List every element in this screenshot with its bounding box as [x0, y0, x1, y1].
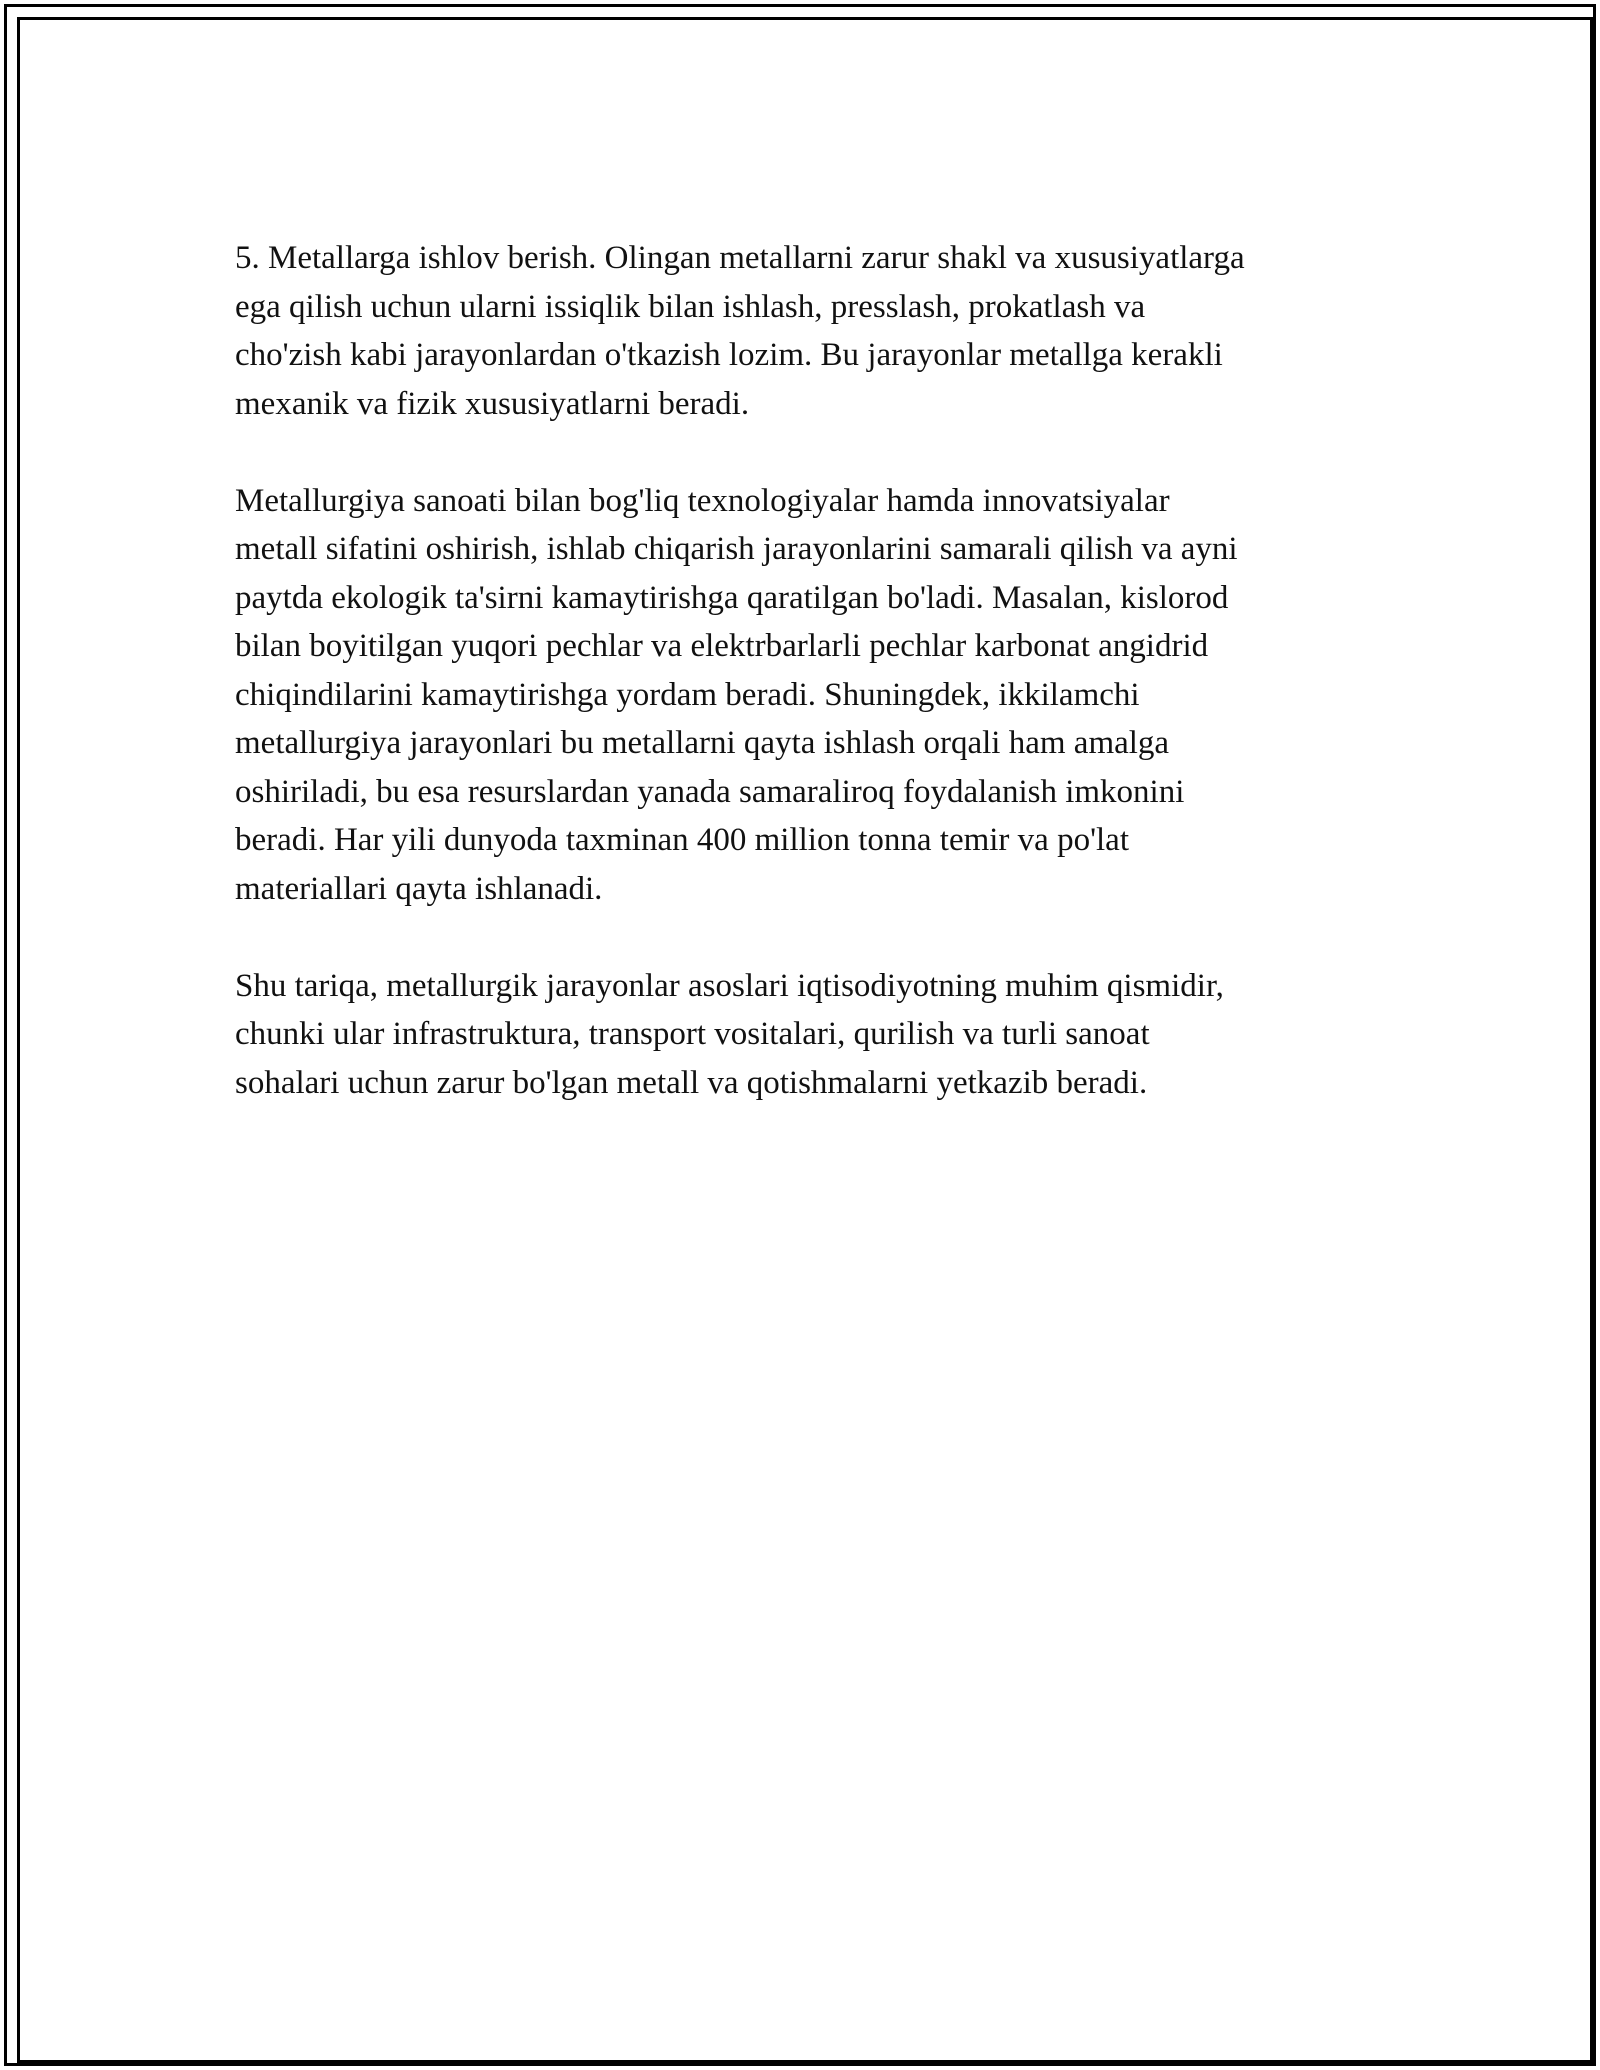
- text-line: paytda ekologik ta'sirni kamaytirishga qaratilgan bo'ladi. Masalan, kislorod: [235, 579, 1229, 616]
- text-line: sohalari uchun zarur bo'lgan metall va qotishmalarni yetkazib beradi.: [235, 1064, 1148, 1101]
- paragraph-metal-processing: [235, 234, 1365, 428]
- text-line: cho'zish kabi jarayonlardan o'tkazish lozim. Bu jarayonlar metallga kerakli: [235, 337, 1223, 373]
- text-line: Metallurgiya sanoati bilan bog'liq texnologiyalar hamda innovatsiyalar: [235, 482, 1170, 519]
- text-line: materiallari qayta ishlanadi.: [235, 870, 603, 907]
- text-line: mexanik va fizik xususiyatlarni beradi.: [235, 385, 750, 422]
- text-line: beradi. Har yili dunyoda taxminan 400 million tonna temir va po'lat: [235, 822, 1129, 858]
- text-line: metall sifatini oshirish, ishlab chiqarish jarayonlarini samarali qilish va ayni: [235, 531, 1238, 567]
- text-line: chiqindilarini kamaytirishga yordam beradi. Shuningdek, ikkilamchi: [235, 676, 1140, 713]
- text-line: 5. Metallarga ishlov berish. Olingan metallarni zarur shakl va xususiyatlarga: [235, 240, 1245, 276]
- paragraph-conclusion: [235, 962, 1365, 1108]
- text-line: chunki ular infrastruktura, transport vositalari, qurilish va turli sanoat: [235, 1016, 1150, 1052]
- text-line: metallurgiya jarayonlari bu metallarni qayta ishlash orqali ham amalga: [235, 725, 1170, 761]
- document-body: [235, 234, 1365, 1156]
- text-line: ega qilish uchun ularni issiqlik bilan ishlash, presslash, prokatlash va: [235, 288, 1146, 325]
- text-line: Shu tariqa, metallurgik jarayonlar asoslari iqtisodiyotning muhim qismidir,: [235, 967, 1224, 1004]
- text-line: oshiriladi, bu esa resurslardan yanada samaraliroq foydalanish imkonini: [235, 773, 1185, 810]
- paragraph-technologies: [235, 477, 1365, 914]
- text-line: bilan boyitilgan yuqori pechlar va elektrbarlarli pechlar karbonat angidrid: [235, 628, 1209, 664]
